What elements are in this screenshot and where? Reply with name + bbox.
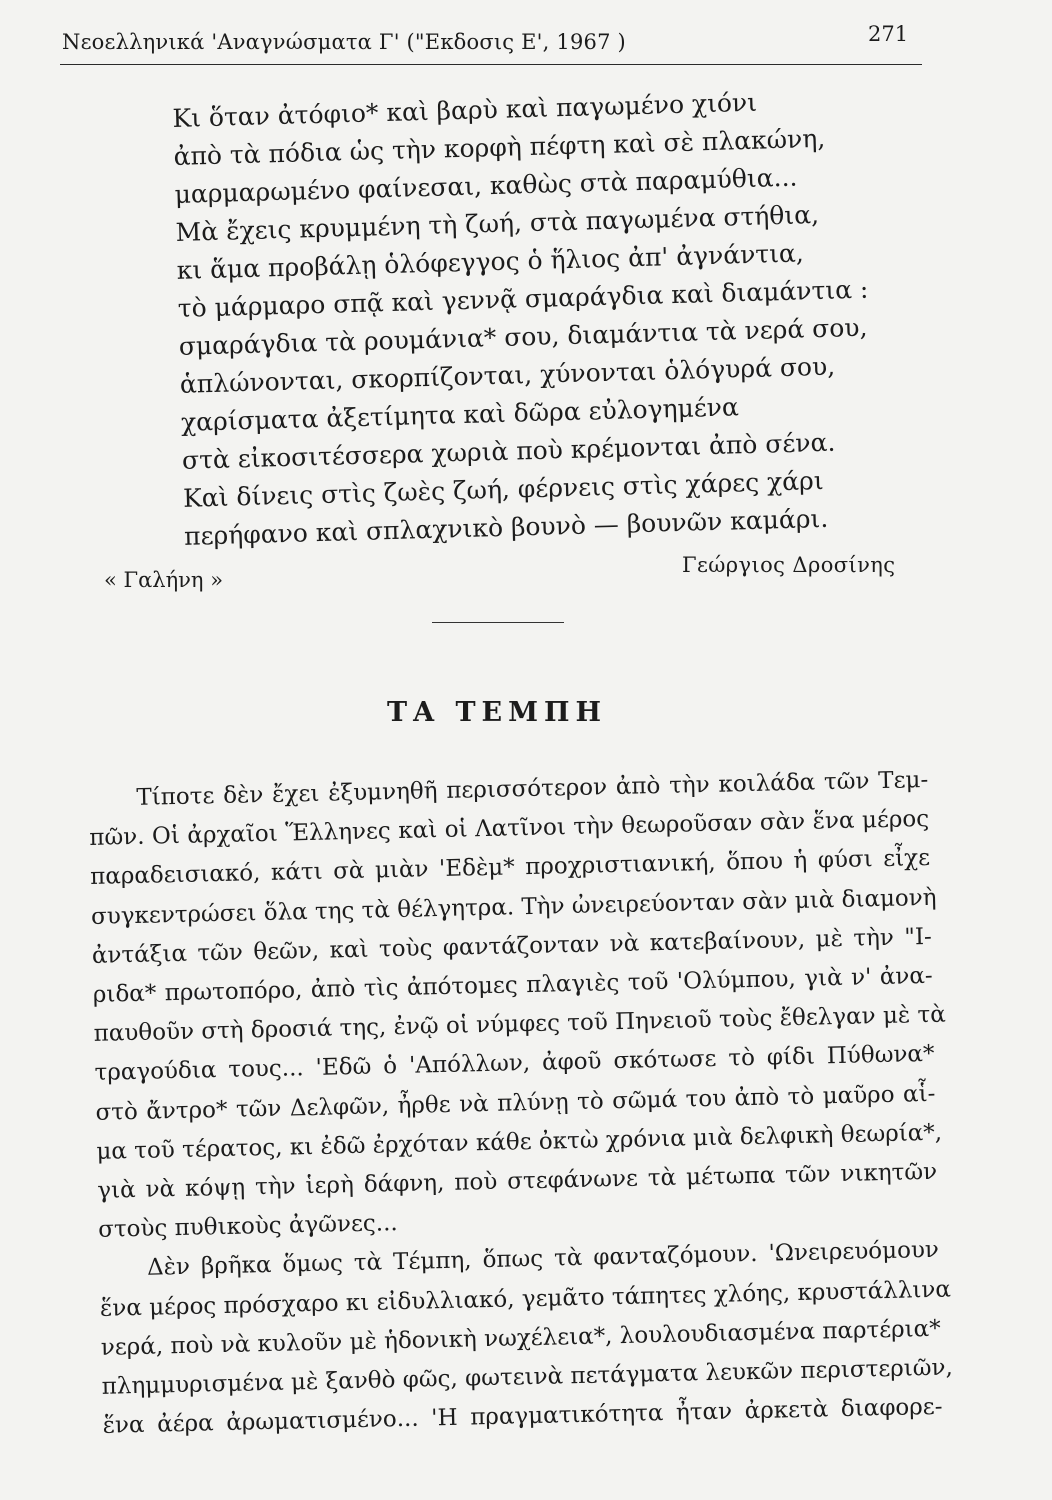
poem-source: « Γαλήνη »: [104, 568, 224, 592]
poem-line: Καὶ δίνεις στὶς ζωὲς ζωή, φέρνεις στὶς χάρες χάρι: [182, 465, 824, 513]
prose-line: μα τοῦ τέρατος, κι ἐδῶ ἐρχόταν κάθε ὀκτὼ χρόνια μιὰ δελφικὴ θεωρία*,: [96, 1119, 943, 1165]
prose-line: γιὰ νὰ κόψῃ τὴν ἱερὴ δάφνη, ποὺ στεφάνωνε τὰ μέτωπα τῶν νικητῶν: [97, 1158, 938, 1204]
section-title: ΤΑ ΤΕΜΠΗ: [387, 697, 608, 728]
prose-line: πλημμυρισμένα μὲ ξανθὸ φῶς, φωτεινὰ πετάγματα λευκῶν περιστεριῶν,: [101, 1354, 954, 1400]
poem-line: ἁπλώνονται, σκορπίζονται, χύνονται ὁλόγυρά σου,: [179, 351, 836, 399]
poem-line: χαρίσματα ἀξετίμητα καὶ δῶρα εὐλογημένα: [180, 392, 740, 437]
poem-line: ἀπὸ τὰ πόδια ὡς τὴν κορφὴ πέφτη καὶ σὲ πλακώνη,: [173, 123, 826, 171]
section-separator: [432, 622, 564, 623]
poem-line: μαρμαρωμένο φαίνεσαι, καθὼς στὰ παραμύθια...: [174, 162, 798, 209]
poem-line: περήφανο καὶ σπλαχνικὸ βουνὸ — βουνῶν καμάρι.: [183, 503, 829, 551]
poem-line: σμαράγδια τὰ ρουμάνια* σου, διαμάντια τὰ νερά σου,: [178, 312, 868, 361]
prose-line: ἕνα ἀέρα ἀρωματισμένο... 'Η πραγματικότητα ἦταν ἀρκετὰ διαφορε-: [102, 1394, 943, 1440]
prose-line: Τίποτε δὲν ἔχει ἐξυμνηθῆ περισσότερον ἀπὸ τὴν κοιλάδα τῶν Τεμ-: [136, 766, 929, 811]
prose-line: Δὲν βρῆκα ὅμως τὰ Τέμπη, ὅπως τὰ φανταζόμουν. 'Ωνειρευόμουν: [146, 1237, 940, 1282]
poem-line: Μὰ ἔχεις κρυμμένη τὴ ζωή, στὰ παγωμένα στήθια,: [175, 199, 820, 247]
prose-line: στοὺς πυθικοὺς ἀγῶνες...: [97, 1210, 398, 1244]
poem-line: κι ἅμα προβάλῃ ὁλόφεγγος ὁ ἥλιος ἀπ' ἀγνάντια,: [176, 238, 805, 285]
poem-line: τὸ μάρμαρο σπᾷ καὶ γεννᾷ σμαράγδια καὶ διαμάντια :: [177, 274, 869, 323]
header-rule: [60, 64, 922, 65]
poem-line: στὰ εἰκοσιτέσσερα χωριὰ ποὺ κρέμονται ἀπὸ σένα.: [181, 427, 836, 475]
prose-line: ἕνα μέρος πρόσχαρο κι εἰδυλλιακό, γεμᾶτο τάπητες χλόης, κρυστάλλινα: [99, 1276, 952, 1322]
prose-line: παραδεισιακό, κάτι σὰ μιὰν 'Εδὲμ* προχριστιανική, ὅπου ἡ φύσι εἶχε: [89, 845, 931, 891]
prose-line: πῶν. Οἱ ἀρχαῖοι Ἕλληνες καὶ οἱ Λατῖνοι τὴν θεωροῦσαν σὰν ἕνα μέρος: [89, 806, 930, 852]
running-head: Νεοελληνικά 'Αναγνώσματα Γ' ("Εκδοσις Ε', 1967 ): [62, 30, 626, 54]
prose-line: νερά, ποὺ νὰ κυλοῦν μὲ ἡδονικὴ νωχέλεια*, λουλουδιασμένα παρτέρια*: [100, 1315, 941, 1361]
prose-line: στὸ ἄντρο* τῶν Δελφῶν, ἦρθε νὰ πλύνῃ τὸ σῶμά του ἀπὸ τὸ μαῦρο αἷ-: [95, 1080, 936, 1126]
prose-line: τραγούδια τους... 'Εδῶ ὁ 'Απόλλων, ἀφοῦ σκότωσε τὸ φίδι Πύθωνα*: [94, 1041, 935, 1087]
prose-body: [88, 760, 983, 1446]
page-number: 271: [868, 22, 909, 46]
prose-line: παυθοῦν στὴ δροσιά της, ἐνῷ οἱ νύμφες τοῦ Πηνειοῦ τοὺς ἔθελγαν μὲ τὰ: [93, 1001, 947, 1048]
prose-line: ριδα* πρωτοπόρο, ἀπὸ τὶς ἀπότομες πλαγιὲς τοῦ 'Ολύμπου, γιὰ ν' ἀνα-: [92, 962, 933, 1008]
poem-line: Κι ὅταν ἀτόφιο* καὶ βαρὺ καὶ παγωμένο χιόνι: [172, 87, 758, 133]
prose-line: ἀντάξια τῶν θεῶν, καὶ τοὺς φαντάζονταν νὰ κατεβαίνουν, μὲ τὴν "Ι-: [91, 923, 933, 969]
poem-author: Γεώργιος Δροσίνης: [682, 553, 896, 577]
prose-line: συγκεντρώσει ὅλα της τὰ θέλγητρα. Τὴν ὠνειρεύονταν σὰν μιὰ διαμονὴ: [90, 884, 937, 930]
poem: [172, 80, 904, 556]
